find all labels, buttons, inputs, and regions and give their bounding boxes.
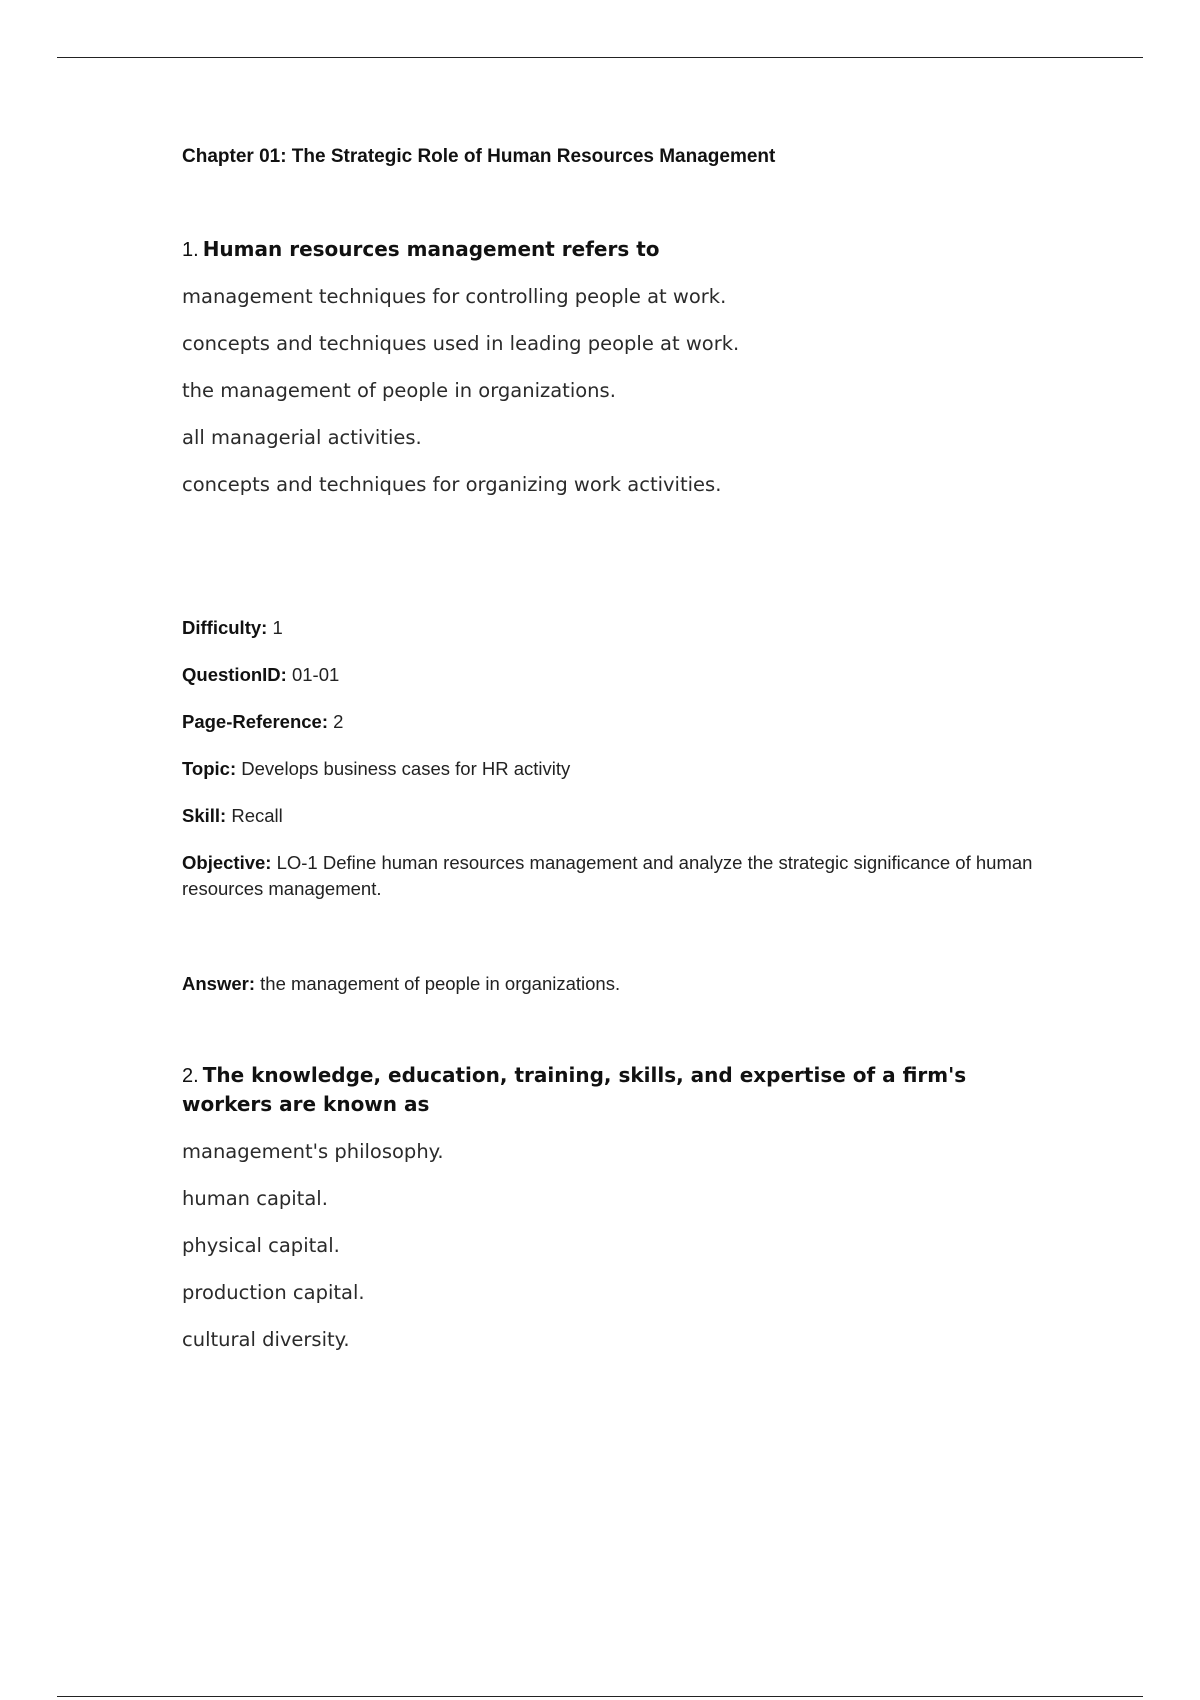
choice-a: management's philosophy.: [182, 1140, 444, 1163]
choice-list: [182, 1128, 1062, 1363]
question-metadata: [182, 615, 1062, 902]
choice-list: [182, 273, 1062, 508]
answer-value: the management of people in organizations.: [260, 973, 621, 994]
difficulty-row: [182, 615, 1062, 662]
skill-label: Skill:: [182, 805, 227, 826]
answer-row: [182, 971, 620, 997]
question-2: [182, 1062, 1062, 1363]
objective-row: [182, 850, 1062, 902]
question-stem: [182, 236, 1062, 265]
bottom-divider: [57, 1696, 1143, 1697]
question-id-label: QuestionID:: [182, 664, 287, 685]
objective-label: Objective:: [182, 852, 272, 873]
top-divider: [57, 57, 1143, 58]
question-id-value: 01-01: [291, 664, 340, 685]
choice-c: the management of people in organizations.: [182, 379, 616, 402]
choice-e: concepts and techniques for organizing work activities.: [182, 473, 722, 496]
choice-a: management techniques for controlling people at work.: [182, 285, 727, 308]
skill-row: [182, 803, 1062, 850]
question-stem: [182, 1062, 1062, 1120]
choice-b: concepts and techniques used in leading people at work.: [182, 332, 740, 355]
choice-d: all managerial activities.: [182, 426, 422, 449]
chapter-title: Chapter 01: The Strategic Role of Human Resources Management: [182, 146, 776, 167]
question-id-row: [182, 662, 1062, 709]
topic-value: Develops business cases for HR activity: [241, 758, 571, 779]
choice-b: human capital.: [182, 1187, 328, 1210]
question-text: The knowledge, education, training, skills, and expertise of a firm's workers are known as: [182, 1063, 967, 1116]
skill-value: Recall: [231, 805, 283, 826]
question-number: 2.: [182, 1065, 199, 1087]
choice-e: cultural diversity.: [182, 1328, 350, 1351]
page-reference-value: 2: [333, 711, 344, 732]
choice-c: physical capital.: [182, 1234, 340, 1257]
question-text: Human resources management refers to: [202, 237, 660, 261]
page-reference-row: [182, 709, 1062, 756]
page-reference-label: Page-Reference:: [182, 711, 329, 732]
difficulty-value: 1: [272, 617, 283, 638]
question-number: 1.: [182, 239, 199, 261]
topic-label: Topic:: [182, 758, 237, 779]
difficulty-label: Difficulty:: [182, 617, 268, 638]
choice-d: production capital.: [182, 1281, 365, 1304]
question-1: [182, 236, 1062, 508]
topic-row: [182, 756, 1062, 803]
answer-label: Answer:: [182, 973, 255, 994]
objective-value: LO-1 Define human resources management and analyze the strategic significance of human resources management.: [182, 852, 1033, 899]
